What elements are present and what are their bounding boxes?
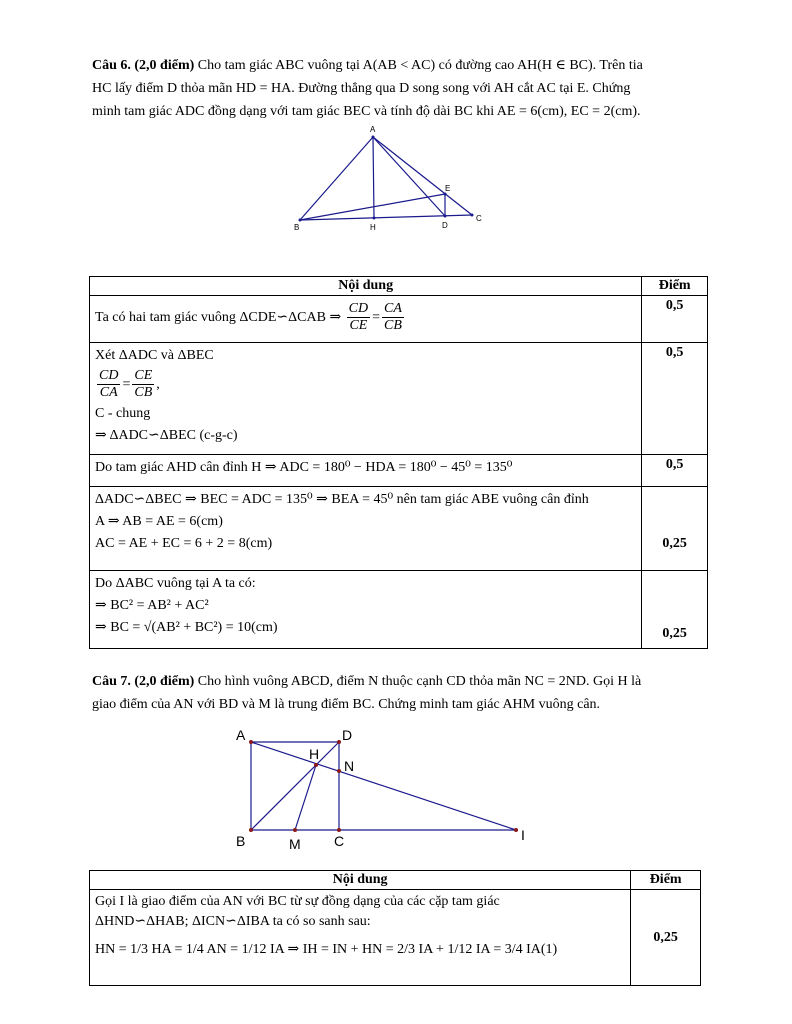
label-b: B (236, 833, 246, 849)
label-n: N (344, 758, 355, 774)
header-score: Điểm (631, 871, 701, 890)
score-cell: 0,5 (642, 343, 708, 455)
score-cell: 0,25 (642, 487, 708, 571)
table-row: Ta có hai tam giác vuông ΔCDE∽ΔCAB ⇒ $\frac{CD}{CE}$ = $\frac{CA}{CB}$ 0,5 (90, 296, 708, 343)
q6-text-line3: minh tam giác ADC đồng dạng với tam giác BEC và tính độ dài BC khi AE = 6(cm), EC = 2(cm). (92, 104, 641, 119)
label-b: B (294, 223, 300, 232)
q7-text-line2: giao điểm của AN với BD và M là trung điểm BC. Chứng minh tam giác AHM vuông cân. (92, 697, 601, 712)
q7-text-line1: Cho hình vuông ABCD, điểm N thuộc cạnh CD thỏa mãn NC = 2ND. Gọi H là (197, 674, 642, 689)
table-row: Do tam giác AHD cân đỉnh H ⇒ ADC = 180⁰ − HDA = 180⁰ − 45⁰ = 135⁰ 0,5 (90, 455, 708, 487)
label-a: A (236, 727, 246, 743)
q7-statement (92, 670, 724, 716)
score-cell: 0,25 (642, 571, 708, 649)
q6-text-line1: Cho tam giác ABC vuông tại A(AB < AC) có đường cao AH(H ∈ BC). Trên tia (197, 58, 643, 73)
segment-ab (300, 137, 373, 220)
score-cell: 0,5 (642, 455, 708, 487)
label-c: C (334, 833, 345, 849)
segment-bd (251, 742, 339, 830)
segment-ai (251, 742, 516, 830)
header-score: Điểm (642, 277, 708, 296)
q6-figure (290, 122, 490, 234)
label-d: D (442, 221, 448, 230)
q7-label: Câu 7. (2,0 điểm) (92, 674, 195, 689)
label-c: C (476, 214, 482, 223)
table-row: Do ΔABC vuông tại A ta có: ⇒ BC² = AB² + AC² ⇒ BC = √(AB² + BC²) = 10(cm) 0,25 (90, 571, 708, 649)
segment-ah (373, 137, 374, 218)
label-h: H (370, 223, 376, 232)
q7-solution-table (89, 870, 701, 986)
score-cell: 0,25 (631, 890, 701, 986)
q6-solution-table (89, 276, 708, 649)
segment-ac (373, 137, 472, 215)
q6-text-line2: HC lấy điểm D thỏa mãn HD = HA. Đường thẳng qua D song song với AH cắt AC tại E. Chứng (92, 81, 631, 96)
table-row: ΔADC∽ΔBEC ⇒ BEC = ADC = 135⁰ ⇒ BEA = 45⁰ nên tam giác ABE vuông cân đỉnh A ⇒ AB = AE = 6(cm) AC = AE + EC = 6 + 2 = 8(cm) 0,25 (90, 487, 708, 571)
segment-ad (373, 137, 445, 216)
score-cell: 0,5 (642, 296, 708, 343)
q6-statement (92, 54, 724, 123)
label-h: H (309, 746, 320, 762)
header-content: Nội dung (90, 277, 642, 296)
table-row: Gọi I là giao điểm của AN với BC từ sự đồng dạng của các cặp tam giác ΔHND∽ΔHAB; ΔICN∽ΔIBA ta có so sanh sau: HN = 1/3 HA = 1/4 AN = 1/12 IA ⇒ IH = IN + HN = 2/3 IA + 1/12 IA = 3/4 IA(1) 0,25 (90, 890, 701, 986)
label-a: A (370, 125, 376, 134)
header-content: Nội dung (90, 871, 631, 890)
label-d: D (342, 727, 353, 743)
q7-figure (230, 724, 530, 854)
label-m: M (289, 836, 301, 852)
label-i: I (521, 827, 525, 843)
table-row: Xét ΔADC và ΔBEC $\frac{CD}{CA}$ = $\frac{CE}{CB}$ , C - chung ⇒ ΔADC∽ΔBEC (c-g-c) 0,5 (90, 343, 708, 455)
label-e: E (445, 184, 451, 193)
q6-label: Câu 6. (2,0 điểm) (92, 58, 195, 73)
